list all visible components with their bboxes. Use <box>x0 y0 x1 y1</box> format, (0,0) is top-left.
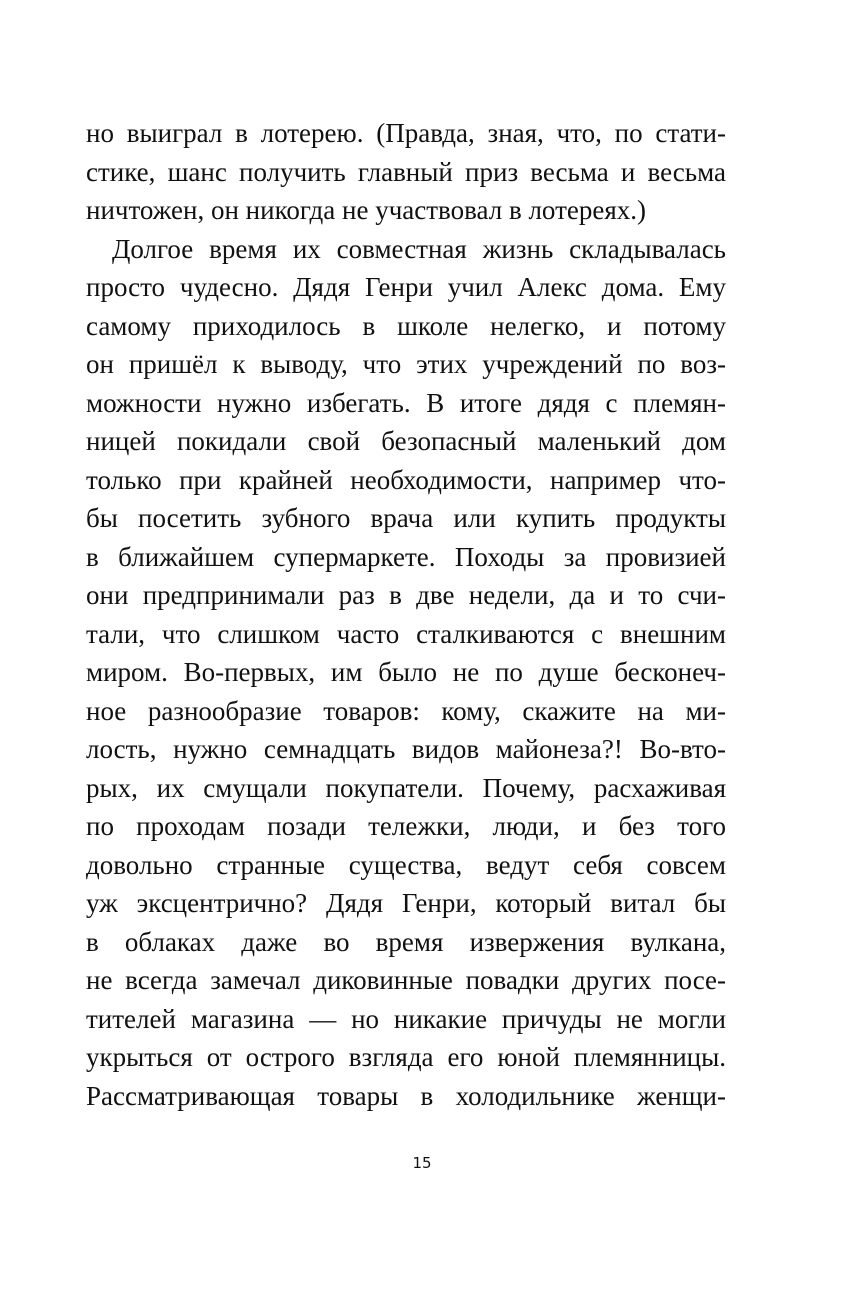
body-text <box>86 114 726 1115</box>
page-number: 15 <box>412 1154 432 1172</box>
paragraph-2-line: бы посетить зубного врача или купить продукты <box>86 503 726 533</box>
paragraph-2-line: ницей покидали свой безопасный маленький дом <box>86 426 726 456</box>
paragraph-2-line: они предпринимали раз в две недели, да и то счи- <box>86 580 726 610</box>
paragraph-2-line: тителей магазина — но никакие причуды не могли <box>86 1003 726 1034</box>
paragraph-2-line: миром. Во-первых, им было не по душе бесконеч- <box>86 657 726 687</box>
paragraph-2-line: он пришёл к выводу, что этих учреждений по воз- <box>86 349 726 379</box>
paragraph-2-line: в ближайшем супермаркете. Походы за провизией <box>86 541 726 572</box>
paragraph-1-line: ничтожен, он никогда не участвовал в лотереях.) <box>86 195 646 225</box>
paragraph-2-line: укрыться от острого взгляда его юной племянницы. <box>86 1042 726 1072</box>
paragraph-2-line: тали, что слишком часто сталкиваются с внешним <box>86 618 726 649</box>
paragraph-2-line: Рассматривающая товары в холодильнике женщи- <box>86 1080 726 1111</box>
paragraph-2-line: по проходам позади тележки, люди, и без того <box>86 811 726 841</box>
paragraph-2-line: не всегда замечал диковинные повадки других посе- <box>86 965 726 995</box>
paragraph-2-line: ное разнообразие товаров: кому, скажите на ми- <box>86 695 726 726</box>
paragraph-2-line: Долгое время их совместная жизнь складывалась <box>112 233 726 264</box>
paragraph-2-line: можности нужно избегать. В итоге дядя с племян- <box>86 387 726 418</box>
paragraph-2-line: довольно странные существа, ведут себя совсем <box>86 849 726 880</box>
paragraph-2-line: в облаках даже во время извержения вулкана, <box>86 926 726 957</box>
paragraph-1-line: стике, шанс получить главный приз весьма и весьма <box>86 156 726 187</box>
paragraph-2-line: уж эксцентрично? Дядя Генри, который витал бы <box>86 888 726 918</box>
paragraph-2-line: только при крайней необходимости, например что- <box>86 464 726 495</box>
paragraph-2-line: просто чудесно. Дядя Генри учил Алекс дома. Ему <box>86 272 726 302</box>
paragraph-2-line: самому приходилось в школе нелегко, и потому <box>86 310 726 341</box>
paragraph-2-line: лость, нужно семнадцать видов майонеза?! Во-вто- <box>86 734 726 764</box>
paragraph-1-line: но выиграл в лотерею. (Правда, зная, что, по стати- <box>86 118 726 148</box>
paragraph-2-line: рых, их смущали покупатели. Почему, расхаживая <box>86 772 726 803</box>
